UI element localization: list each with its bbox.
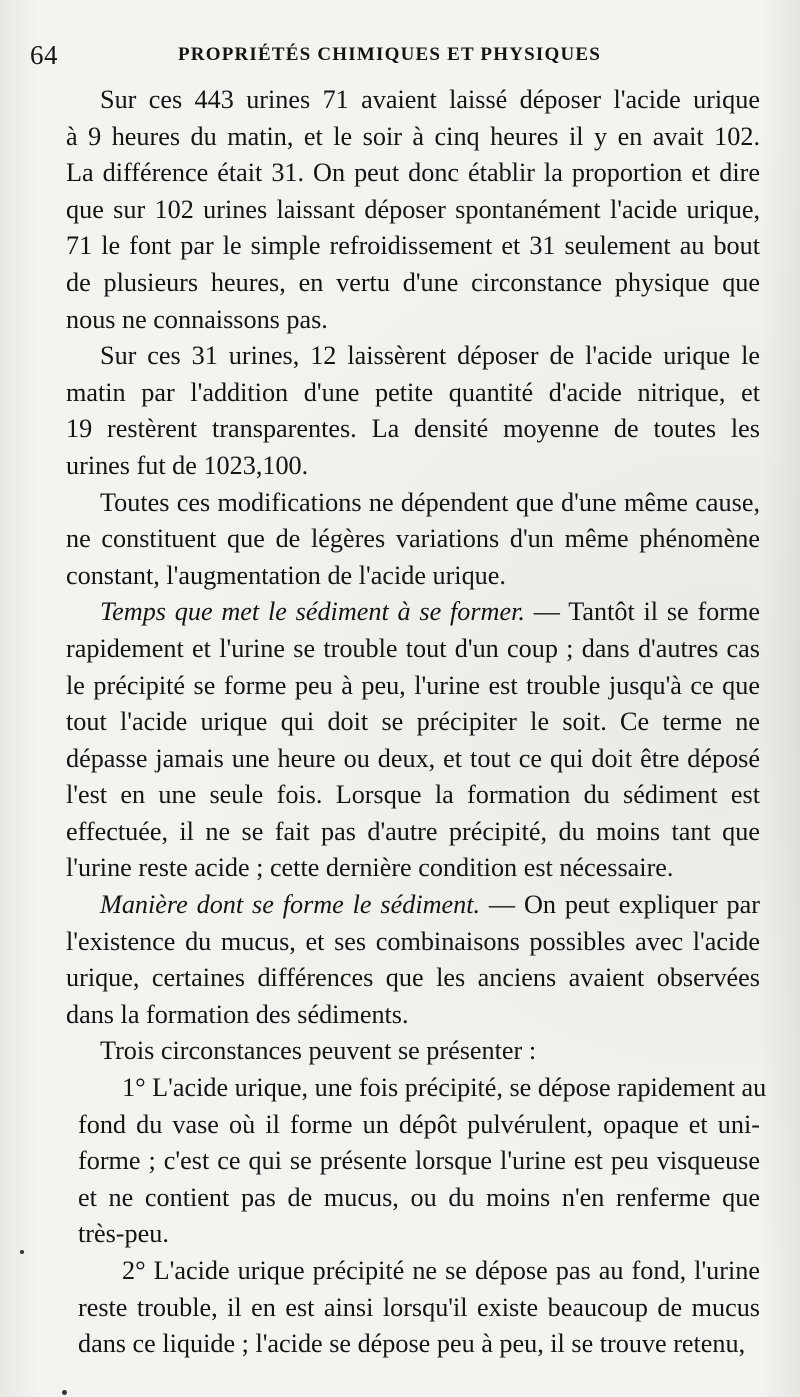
text-line: Toutes ces modifications ne dépendent que d'une même cause,	[100, 487, 760, 517]
text-line: nous ne connaissons pas.	[66, 304, 328, 334]
text-line: et ne contient pas de mucus, ou du moins n'en renferme que	[78, 1182, 760, 1212]
text-line: tout l'acide urique qui doit se précipiter le soit. Ce terme ne	[66, 707, 760, 737]
italic-heading: Manière dont se forme le sédiment.	[100, 890, 481, 920]
text-line: La différence était 31. On peut donc établir la proportion et dire	[66, 158, 760, 188]
text-line: très-peu.	[78, 1219, 169, 1249]
text-line: Trois circonstances peuvent se présenter :	[100, 1036, 537, 1066]
text-line: l'existence du mucus, et ses combinaisons possibles avec l'acide	[66, 926, 760, 956]
ink-speck	[20, 1250, 24, 1254]
text-line	[34, 594, 760, 631]
text-line: Sur ces 31 urines, 12 laissèrent déposer de l'acide urique le	[100, 341, 760, 371]
text-line: 71 le font par le simple refroidissement et 31 seulement au bout	[66, 231, 760, 261]
text-line: dans la formation des sédiments.	[66, 999, 409, 1029]
paragraph	[34, 485, 760, 595]
text-line: dépasse jamais une heure ou deux, et tout ce qui doit être déposé	[66, 743, 760, 773]
text-line: l'urine reste acide ; cette dernière condition est nécessaire.	[66, 853, 674, 883]
paragraph	[34, 887, 760, 1033]
text-line: constant, l'augmentation de l'acide urique.	[66, 560, 506, 590]
text-line: 1° L'acide urique, une fois précipité, se dépose rapidement au	[122, 1073, 767, 1103]
text-line: urines fut de 1023,100.	[66, 450, 309, 480]
numbered-paragraph	[34, 1253, 760, 1363]
text-line: fond du vase où il forme un dépôt pulvérulent, opaque et uni-	[78, 1109, 760, 1139]
text-line: reste trouble, il en est ainsi lorsqu'il existe beaucoup de mucus	[78, 1292, 760, 1322]
text-line: Sur ces 443 urines 71 avaient laissé déposer l'acide urique	[100, 85, 760, 114]
text-line: forme ; c'est ce qui se présente lorsque l'urine est peu visqueuse	[78, 1146, 760, 1176]
line-text: — Tantôt il se forme	[524, 597, 760, 627]
text-line: effectuée, il ne se fait pas d'autre précipité, du moins tant que	[66, 816, 760, 846]
text-line: l'est en une seule fois. Lorsque la formation du sédiment est	[66, 780, 760, 810]
running-title: PROPRIÉTÉS CHIMIQUES ET PHYSIQUES	[178, 44, 602, 65]
text-line: à 9 heures du matin, et le soir à cinq heures il y en avait 102.	[66, 121, 760, 151]
text-line: que sur 102 urines laissant déposer spontanément l'acide urique,	[66, 194, 760, 224]
ink-speck	[62, 1390, 67, 1395]
text-line: urique, certaines différences que les anciens avaient observées	[66, 963, 760, 993]
line-text: — On peut expliquer par	[480, 890, 760, 920]
text-line: dans ce liquide ; l'acide se dépose peu à peu, il se trouve retenu,	[78, 1329, 746, 1359]
page-number: 64	[30, 40, 58, 70]
text-line: ne constituent que de légères variations d'un même phénomène	[66, 524, 760, 554]
body-text	[34, 82, 767, 1363]
text-line: 2° L'acide urique précipité ne se dépose pas au fond, l'urine	[122, 1256, 760, 1285]
page-header	[28, 36, 760, 74]
numbered-paragraph	[34, 1070, 767, 1253]
paragraph	[34, 82, 760, 338]
text-line: 19 restèrent transparentes. La densité moyenne de toutes les	[66, 414, 760, 444]
paragraph	[34, 594, 760, 887]
text-line: le précipité se forme peu à peu, l'urine est trouble jusqu'à ce que	[66, 670, 760, 700]
italic-heading: Temps que met le sédiment à se former.	[100, 597, 525, 627]
text-line: rapidement et l'urine se trouble tout d'un coup ; dans d'autres cas	[66, 633, 760, 663]
paragraph	[34, 1033, 760, 1070]
text-line: matin par l'addition d'une petite quantité d'acide nitrique, et	[66, 377, 760, 407]
paragraph	[34, 338, 760, 484]
text-line	[34, 887, 760, 924]
text-line: de plusieurs heures, en vertu d'une circonstance physique que	[66, 267, 760, 297]
